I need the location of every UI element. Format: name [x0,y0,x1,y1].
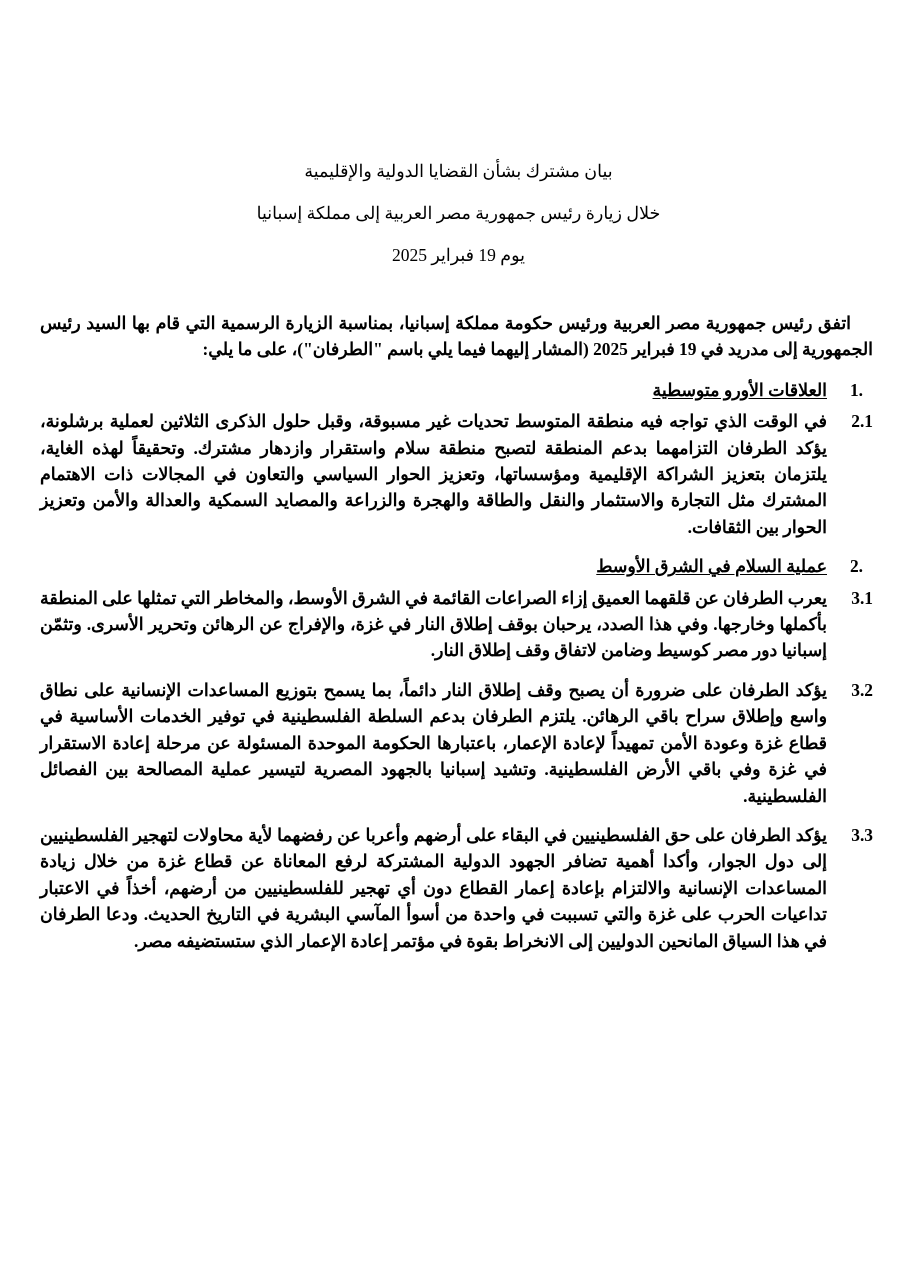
section-title: العلاقات الأورو متوسطية [652,379,827,400]
paragraph-text: يؤكد الطرفان على حق الفلسطينيين في البقاء على أرضهم وأعربا عن رفضهما لأية محاولات لتهجير الفلسطينيين إلى دول الجوار، وأكدا أهمية تضافر الجهود الدولية المشتركة لرفع المعاناة عن قطاع غزة من خلال زيادة المساعدات الإنسانية والالتزام بإعادة إعمار القطاع دون أي تهجير للفلسطينيين من أرضهم، أخذاً في الاعتبار تداعيات الحرب على غزة والتي تسببت في واحدة من أسوأ المآسي البشرية في التاريخ الحديث. ودعا الطرفان في هذا السياق المانحين الدوليين إلى الانخراط بقوة في مؤتمر إعادة الإعمار الذي ستستضيفه مصر. [40,824,827,951]
paragraph-number: 3.1 [851,587,873,608]
paragraph-number: 3.3 [851,824,873,845]
paragraph-number: 2.1 [851,411,873,432]
intro-paragraph: اتفق رئيس جمهورية مصر العربية ورئيس حكومة مملكة إسبانيا، بمناسبة الزيارة الرسمية التي قام بها السيد رئيس الجمهورية إلى مدريد في 19 فبراير 2025 (المشار إليهما فيما يلي باسم "الطرفان")، على ما يلي: [40,313,873,360]
header-title-line-2: خلال زيارة رئيس جمهورية مصر العربية إلى مملكة إسبانيا [256,203,661,223]
header-title-line-1: بيان مشترك بشأن القضايا الدولية والإقليمية [304,161,613,181]
document-header [0,0,917,276]
paragraph-text: في الوقت الذي تواجه فيه منطقة المتوسط تحديات غير مسبوقة، وقبل حلول الذكرى الثلاثين لعملية برشلونة، يؤكد الطرفان التزامهما بدعم المنطقة لتصبح منطقة سلام واستقرار وازدهار مشترك. وتحقيقاً لهذه الغاية، يلتزمان بتعزيز الشراكة الإقليمية ومؤسساتها، وتعزيز الحوار السياسي والتعاون في المجالات ذات الاهتمام المشترك مثل التجارة والاستثمار والنقل والطاقة والهجرة والزراعة والمصايد السمكية والعدالة والأمن وتعزيز الحوار بين الثقافات. [40,411,827,537]
numbered-paragraph [40,585,873,664]
numbered-paragraph [40,408,873,540]
numbered-paragraph [40,677,873,809]
section-heading-2 [40,553,873,579]
document-body [0,310,917,954]
header-date-line: يوم 19 فبراير 2025 [391,245,526,265]
section-heading-1 [40,377,873,403]
paragraph-text: يؤكد الطرفان على ضرورة أن يصبح وقف إطلاق النار دائماً، بما يسمح بتوزيع المساعدات الإنسانية على نطاق واسع وإطلاق سراح باقي الرهائن. يلتزم الطرفان بدعم السلطة الفلسطينية في توفير الخدمات الأساسية في قطاع غزة وعودة الأمن تمهيداً لإعادة الإعمار، باعتبارها الحكومة الموحدة المسئولة عن مرحلة إعادة الاستقرار في غزة وفي باقي الأرض الفلسطينية. وتشيد إسبانيا بالجهود المصرية لتيسير عملية المصالحة بين الفصائل الفلسطينية. [40,679,827,806]
paragraph-text: يعرب الطرفان عن قلقهما العميق إزاء الصراعات القائمة في الشرق الأوسط، والمخاطر التي تمثلها على المنطقة بأكملها وخارجها. وفي هذا الصدد، يرحبان بوقف إطلاق النار في غزة، والإفراج عن الرهائن وتحرير الأسرى. وتثمّن إسبانيا دور مصر كوسيط وضامن لاتفاق وقف إطلاق النار. [40,587,827,661]
section-title: عملية السلام في الشرق الأوسط [596,556,827,577]
paragraph-number: 3.2 [851,679,873,700]
numbered-paragraph [40,822,873,954]
section-number: 2. [849,556,863,577]
section-number: 1. [849,379,863,400]
